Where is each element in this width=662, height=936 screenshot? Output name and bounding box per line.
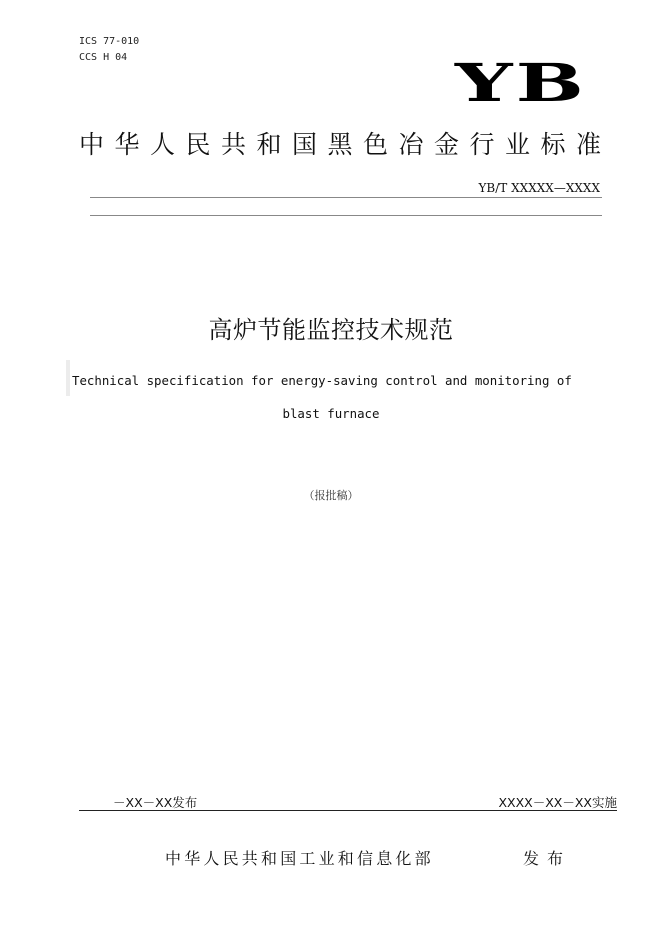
- draft-status: （报批稿）: [303, 489, 359, 502]
- chinese-title: 高炉节能监控技术规范: [208, 316, 454, 344]
- implementation-date: XXXX－XX－XX实施: [498, 795, 617, 810]
- issue-date: －XX－XX发布: [113, 795, 198, 810]
- margin-mark: [66, 360, 70, 396]
- english-title-line2: blast furnace: [282, 406, 380, 421]
- ics-code: ICS 77-010: [79, 36, 140, 47]
- standard-category: 中华人民共和国黑色冶金行业标准: [79, 130, 612, 159]
- english-title-line1: Technical specification for energy-saving control and monitoring of: [72, 373, 572, 388]
- yb-logo: YB: [455, 53, 587, 114]
- publish-label: 发布: [523, 849, 572, 868]
- standard-number: YB/T XXXXX—XXXX: [478, 181, 600, 195]
- header-divider-top: [90, 197, 602, 198]
- classification-codes: [79, 34, 139, 66]
- ccs-code: CCS H 04: [79, 52, 128, 63]
- publisher: 中华人民共和国工业和信息化部: [165, 849, 434, 868]
- header-divider-bottom: [90, 215, 602, 216]
- footer-divider: [79, 810, 617, 811]
